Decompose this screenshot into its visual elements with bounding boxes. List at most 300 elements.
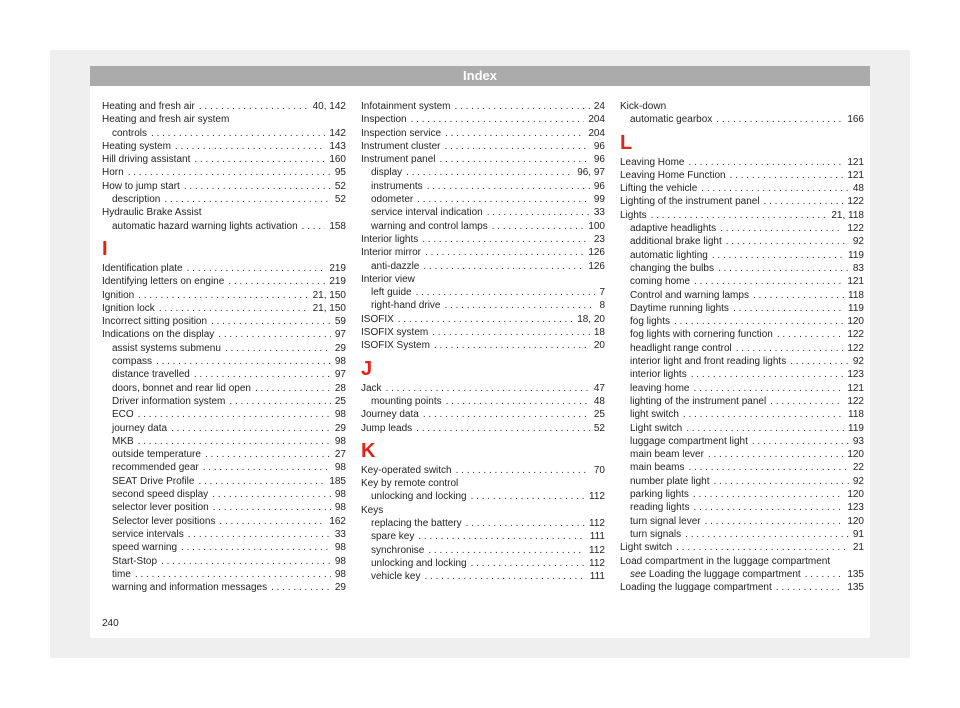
index-subentry [102, 568, 346, 581]
index-subentry [620, 382, 864, 395]
entry-label: MKB [112, 435, 134, 447]
dot-leader [708, 448, 843, 461]
entry-page-ref: 204 [588, 127, 605, 139]
entry-page-ref: 47 [593, 382, 605, 394]
entry-page-ref: 33 [334, 528, 346, 540]
index-entry [620, 209, 864, 222]
entry-label: speed warning [112, 542, 178, 554]
dot-leader [151, 127, 325, 140]
entry-label: Driver information system [112, 395, 226, 407]
dot-leader [416, 286, 596, 299]
entry-label: second speed display [112, 489, 209, 501]
dot-leader [693, 382, 843, 395]
dot-leader [302, 220, 326, 233]
dot-leader [229, 395, 331, 408]
dot-leader [720, 222, 843, 235]
section-letter: L [620, 131, 633, 154]
entry-label: instruments [371, 180, 423, 192]
entry-page-ref: 21, 150 [312, 302, 346, 314]
index-subentry [620, 222, 864, 235]
dot-leader [471, 490, 585, 503]
index-entry [620, 541, 864, 554]
index-subentry [361, 570, 605, 583]
index-subentry [620, 475, 864, 488]
see-target: Loading the luggage compartment [648, 568, 801, 580]
dot-leader [213, 501, 331, 514]
entry-page-ref: 119 [848, 249, 864, 261]
index-entry [102, 100, 346, 113]
index-subentry [620, 302, 864, 315]
dot-leader [159, 302, 309, 315]
entry-label: fog lights [630, 316, 671, 328]
section-letter: I [102, 237, 108, 260]
entry-label: How to jump start [102, 180, 180, 192]
dot-leader [434, 339, 590, 352]
page-header-title: Index [90, 66, 870, 86]
entry-label: time [112, 568, 131, 580]
index-subentry [620, 448, 864, 461]
dot-leader [674, 315, 843, 328]
index-subentry [620, 461, 864, 474]
entry-label: headlight range control [630, 342, 732, 354]
index-subentry [620, 262, 864, 275]
dot-leader [777, 328, 843, 341]
index-subentry [102, 355, 346, 368]
index-subentry [102, 581, 346, 594]
dot-leader [688, 156, 843, 169]
dot-leader [705, 515, 844, 528]
entry-label: Leaving Home Function [620, 169, 726, 181]
index-subentry [620, 113, 864, 126]
entry-label: Horn [102, 167, 124, 179]
dot-leader [694, 275, 843, 288]
entry-page-ref: 48 [852, 183, 864, 195]
index-subentry [102, 435, 346, 448]
entry-page-ref: 20 [593, 340, 605, 352]
entry-page-ref: 52 [334, 180, 346, 192]
index-subentry [361, 206, 605, 219]
section-letter: J [361, 357, 373, 380]
dot-leader [406, 166, 573, 179]
entry-page-ref: 29 [334, 342, 346, 354]
dot-leader [271, 581, 331, 594]
entry-page-ref: 204 [588, 114, 605, 126]
entry-page-ref: 166 [847, 114, 864, 126]
index-entry [620, 182, 864, 195]
entry-label: Start-Stop [112, 555, 158, 567]
entry-page-ref: 8 [599, 300, 605, 312]
index-subentry [620, 368, 864, 381]
entry-page-ref: 92 [852, 356, 864, 368]
entry-label: Heating and fresh air [102, 101, 195, 112]
dot-leader [212, 488, 331, 501]
index-column-2 [361, 100, 605, 584]
index-subentry [620, 501, 864, 514]
dot-leader [445, 127, 584, 140]
index-entry [620, 100, 864, 113]
index-column-1 [102, 100, 346, 594]
dot-leader [764, 195, 844, 208]
entry-page-ref: 28 [334, 382, 346, 394]
entry-page-ref: 33 [593, 207, 605, 219]
entry-page-ref: 7 [599, 287, 605, 299]
index-entry [102, 315, 346, 328]
entry-page-ref: 21, 118 [831, 209, 864, 221]
entry-page-ref: 40, 142 [312, 101, 346, 112]
entry-label: Keys [361, 504, 384, 516]
index-entry [361, 382, 605, 395]
index-page [90, 66, 870, 638]
entry-label: Heating system [102, 140, 171, 152]
entry-label: Ignition lock [102, 302, 155, 314]
dot-leader [424, 570, 585, 583]
dot-leader [416, 422, 590, 435]
entry-label: Control and warning lamps [630, 289, 749, 301]
entry-label: automatic hazard warning lights activation [112, 220, 298, 232]
page-number: 240 [102, 618, 119, 629]
entry-label: controls [112, 127, 148, 139]
entry-label: distance travelled [112, 369, 190, 381]
index-entry [361, 246, 605, 259]
entry-page-ref: 118 [848, 409, 864, 421]
dot-leader [422, 233, 590, 246]
dot-leader [398, 313, 573, 326]
index-entry [102, 166, 346, 179]
entry-label: Indications on the display [102, 329, 215, 341]
entry-page-ref: 185 [329, 475, 346, 487]
entry-label: right-hand drive [371, 300, 441, 312]
dot-leader [427, 180, 590, 193]
entry-label: Identification plate [102, 262, 183, 274]
entry-label: light switch [630, 409, 679, 421]
dot-leader [444, 140, 589, 153]
entry-page-ref: 135 [847, 568, 864, 580]
index-subentry [620, 435, 864, 448]
entry-page-ref: 98 [334, 462, 346, 474]
entry-label: journey data [112, 422, 168, 434]
entry-page-ref: 120 [847, 489, 864, 501]
entry-label: Instrument panel [361, 154, 436, 166]
dot-leader [790, 355, 849, 368]
entry-label: Lights [620, 209, 647, 221]
entry-label: automatic lighting [630, 249, 708, 261]
dot-leader [225, 342, 331, 355]
entry-page-ref: 25 [334, 395, 346, 407]
index-subentry [361, 180, 605, 193]
index-subentry [361, 299, 605, 312]
entry-label: Infotainment system [361, 101, 451, 112]
entry-label: unlocking and locking [371, 557, 467, 569]
entry-page-ref: 91 [852, 528, 864, 540]
dot-leader [736, 342, 844, 355]
entry-label: Daytime running lights [630, 302, 729, 314]
index-subentry [102, 488, 346, 501]
index-subentry [361, 544, 605, 557]
index-subentry [102, 448, 346, 461]
entry-page-ref: 98 [334, 489, 346, 501]
see-reference: see [630, 568, 647, 580]
entry-page-ref: 219 [329, 276, 346, 288]
index-subentry [102, 515, 346, 528]
entry-page-ref: 123 [847, 369, 864, 381]
entry-label: unlocking and locking [371, 491, 467, 503]
entry-label: adaptive headlights [630, 223, 717, 235]
entry-page-ref: 162 [329, 515, 346, 527]
index-subentry [620, 355, 864, 368]
dot-leader [693, 501, 843, 514]
dot-leader [194, 153, 325, 166]
index-subentry [620, 275, 864, 288]
entry-label: Heating and fresh air system [102, 114, 230, 126]
dot-leader [218, 328, 331, 341]
entry-page-ref: 23 [593, 233, 605, 245]
entry-page-ref: 21 [852, 542, 864, 554]
dot-leader [423, 408, 590, 421]
index-entry [620, 195, 864, 208]
entry-page-ref: 98 [334, 568, 346, 580]
index-subentry [620, 328, 864, 341]
index-subentry [102, 541, 346, 554]
dot-leader [805, 568, 844, 581]
index-subentry [102, 555, 346, 568]
entry-label: Light switch [630, 422, 683, 434]
dot-leader [432, 326, 590, 339]
entry-label: Leaving Home [620, 156, 685, 168]
index-subentry [620, 235, 864, 248]
entry-label: Inspection service [361, 127, 442, 139]
dot-leader [752, 435, 849, 448]
entry-page-ref: 120 [847, 316, 864, 328]
entry-label: odometer [371, 194, 414, 206]
dot-leader [718, 262, 849, 275]
entry-page-ref: 122 [847, 329, 864, 341]
index-entry [620, 169, 864, 182]
entry-label: Jack [361, 382, 382, 394]
dot-leader [730, 169, 844, 182]
entry-label: doors, bonnet and rear lid open [112, 382, 251, 394]
entry-label: Journey data [361, 409, 419, 421]
index-entry [102, 328, 346, 341]
entry-label: interior lights [630, 369, 687, 381]
entry-label: turn signal lever [630, 515, 701, 527]
entry-page-ref: 70 [593, 464, 605, 476]
index-entry [361, 273, 605, 286]
index-subentry [620, 488, 864, 501]
entry-page-ref: 59 [334, 316, 346, 328]
index-subentry [102, 368, 346, 381]
entry-page-ref: 96, 97 [577, 167, 605, 179]
index-subentry [102, 342, 346, 355]
index-subentry [620, 422, 864, 435]
entry-label: ISOFIX system [361, 327, 429, 339]
entry-label: Interior view [361, 273, 415, 285]
entry-label: left guide [371, 287, 412, 299]
index-entry [361, 100, 605, 113]
entry-label: ISOFIX System [361, 340, 430, 352]
index-entry [361, 422, 605, 435]
entry-page-ref: 120 [847, 515, 864, 527]
index-entry [620, 555, 864, 568]
entry-label: luggage compartment light [630, 435, 748, 447]
entry-label: ECO [112, 409, 134, 421]
entry-page-ref: 92 [852, 236, 864, 248]
entry-label: Kick-down [620, 101, 667, 112]
entry-label: Interior lights [361, 233, 419, 245]
entry-page-ref: 122 [847, 196, 864, 208]
index-subentry [102, 127, 346, 140]
dot-leader [211, 315, 331, 328]
entry-page-ref: 97 [334, 329, 346, 341]
index-entry [102, 113, 346, 126]
index-subentry [361, 286, 605, 299]
entry-label: number plate light [630, 475, 710, 487]
entry-label: selector lever position [112, 502, 209, 514]
entry-page-ref: 112 [589, 518, 605, 530]
dot-leader [417, 193, 590, 206]
entry-label [630, 568, 801, 581]
dot-leader [138, 289, 308, 302]
entry-page-ref: 98 [334, 356, 346, 368]
dot-leader [198, 475, 325, 488]
dot-leader [686, 422, 844, 435]
entry-page-ref: 52 [334, 194, 346, 206]
index-subentry [361, 193, 605, 206]
index-subentry [361, 166, 605, 179]
dot-leader [454, 100, 589, 113]
dot-leader [203, 461, 331, 474]
entry-label: Ignition [102, 289, 135, 301]
index-subentry [102, 422, 346, 435]
entry-page-ref: 121 [847, 276, 864, 288]
dot-leader [691, 368, 844, 381]
index-entry [361, 140, 605, 153]
entry-label: replacing the battery [371, 518, 462, 530]
dot-leader [487, 206, 590, 219]
index-subentry [102, 475, 346, 488]
dot-leader [128, 166, 331, 179]
entry-page-ref: 52 [593, 422, 605, 434]
entry-label: Hydraulic Brake Assist [102, 207, 202, 219]
entry-label: additional brake light [630, 236, 722, 248]
entry-page-ref: 143 [329, 140, 346, 152]
entry-page-ref: 119 [848, 422, 864, 434]
dot-leader [138, 408, 331, 421]
entry-page-ref: 122 [847, 342, 864, 354]
dot-leader [753, 289, 844, 302]
entry-label: Load compartment in the luggage compartment [620, 555, 831, 567]
dot-leader [423, 260, 584, 273]
entry-page-ref: 112 [589, 557, 605, 569]
dot-leader [164, 193, 331, 206]
dot-leader [446, 395, 590, 408]
entry-page-ref: 99 [593, 194, 605, 206]
index-entry [361, 113, 605, 126]
entry-label: description [112, 194, 161, 206]
entry-label: lighting of the instrument panel [630, 395, 767, 407]
index-subentry [102, 528, 346, 541]
dot-leader [688, 461, 848, 474]
dot-leader [156, 355, 331, 368]
index-subentry [620, 342, 864, 355]
entry-page-ref: 123 [847, 502, 864, 514]
dot-leader [188, 528, 331, 541]
entry-label: Jump leads [361, 422, 413, 434]
entry-label: parking lights [630, 489, 689, 501]
index-entry [361, 313, 605, 326]
entry-page-ref: 126 [588, 260, 605, 272]
entry-label: Instrument cluster [361, 140, 441, 152]
index-entry [620, 156, 864, 169]
dot-leader [693, 488, 843, 501]
entry-page-ref: 158 [329, 220, 346, 232]
entry-label: assist systems submenu [112, 342, 221, 354]
entry-label: compass [112, 356, 153, 368]
index-entry [361, 464, 605, 477]
index-entry [102, 153, 346, 166]
dot-leader [466, 517, 585, 530]
entry-page-ref: 22 [852, 462, 864, 474]
index-entry [361, 127, 605, 140]
entry-page-ref: 111 [589, 571, 605, 583]
dot-leader [411, 113, 585, 126]
entry-label: Light switch [620, 542, 673, 554]
index-entry [620, 581, 864, 594]
dot-leader [651, 209, 828, 222]
entry-label: interior light and front reading lights [630, 356, 787, 368]
index-entry [102, 275, 346, 288]
index-column-3 [620, 100, 864, 594]
dot-leader [199, 100, 309, 113]
entry-page-ref: 93 [852, 435, 864, 447]
dot-leader [205, 448, 331, 461]
entry-page-ref: 219 [329, 262, 346, 274]
entry-page-ref: 83 [852, 262, 864, 274]
entry-page-ref: 122 [847, 395, 864, 407]
dot-leader [386, 382, 590, 395]
index-entry [361, 477, 605, 490]
dot-leader [716, 113, 843, 126]
index-subentry [620, 408, 864, 421]
entry-page-ref: 96 [593, 154, 605, 166]
entry-page-ref: 18 [593, 327, 605, 339]
index-subentry [620, 249, 864, 262]
entry-page-ref: 121 [847, 156, 864, 168]
index-subentry [102, 382, 346, 395]
dot-leader [471, 557, 585, 570]
index-entry [361, 326, 605, 339]
entry-page-ref: 92 [852, 475, 864, 487]
entry-label: changing the bulbs [630, 262, 714, 274]
entry-label: warning and control lamps [371, 220, 488, 232]
index-subentry [361, 260, 605, 273]
entry-label: main beam lever [630, 449, 704, 461]
dot-leader [135, 568, 331, 581]
index-entry [361, 153, 605, 166]
entry-page-ref: 121 [847, 169, 864, 181]
dot-leader [184, 180, 331, 193]
index-entry [102, 206, 346, 219]
entry-label: automatic gearbox [630, 114, 713, 126]
dot-leader [425, 246, 584, 259]
entry-page-ref: 98 [334, 555, 346, 567]
section-letter: K [361, 439, 376, 462]
entry-page-ref: 160 [329, 154, 346, 166]
entry-label: Lighting of the instrument panel [620, 196, 760, 208]
entry-page-ref: 126 [588, 247, 605, 259]
entry-label: fog lights with cornering function [630, 329, 773, 341]
index-entry [102, 302, 346, 315]
dot-leader [492, 220, 585, 233]
